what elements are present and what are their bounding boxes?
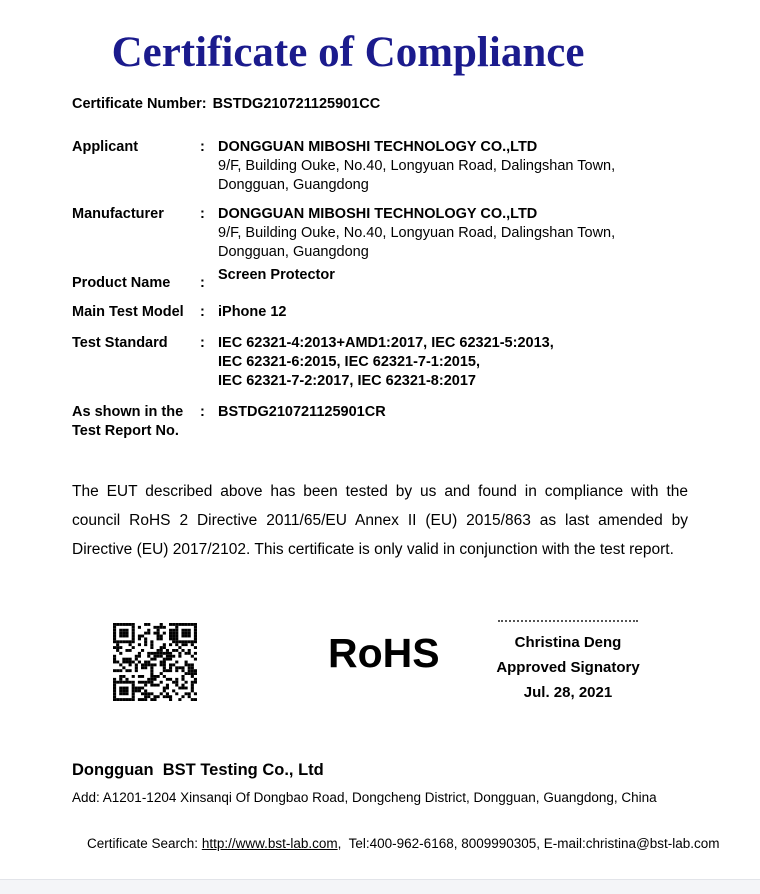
applicant-label: Applicant: [72, 139, 139, 155]
test-report-label-line2: Test Report No.: [72, 423, 179, 439]
test-standard-line2: IEC 62321-6:2015, IEC 62321-7-1:2015,: [218, 354, 480, 370]
applicant-address-line2: Dongguan, Guangdong: [218, 177, 369, 193]
colon: :: [200, 139, 205, 155]
certificate-search-line: [72, 814, 720, 874]
applicant-value: [218, 138, 688, 195]
certificate-number-value: BSTDG210721125901CC: [212, 96, 381, 112]
product-name-label: Product Name: [72, 275, 171, 291]
signatory-block: [492, 620, 644, 705]
test-standard-label: Test Standard: [72, 335, 168, 351]
main-test-model-label: Main Test Model: [72, 304, 184, 320]
field-rows: [72, 138, 688, 441]
signatory-name: Christina Deng: [514, 634, 622, 651]
test-standard-line3: IEC 62321-7-2:2017, IEC 62321-8:2017: [218, 373, 476, 389]
colon: :: [200, 404, 205, 420]
page-title: Certificate of Compliance: [111, 29, 585, 76]
signatory-title: Approved Signatory: [496, 659, 640, 676]
manufacturer-value: [218, 205, 688, 262]
certificate-number-label: Certificate Number:: [72, 96, 207, 112]
applicant-name: DONGGUAN MIBOSHI TECHNOLOGY CO.,LTD: [218, 139, 538, 155]
qr-code-icon: [113, 623, 197, 701]
manufacturer-row: [72, 205, 688, 262]
lab-company-name: Dongguan BST Testing Co., Ltd: [72, 761, 324, 779]
test-standard-value: [218, 334, 688, 391]
signature-dotted-line: [498, 620, 638, 622]
stamp-row: [72, 620, 688, 732]
manufacturer-address-line2: Dongguan, Guangdong: [218, 244, 369, 260]
colon: :: [200, 335, 205, 351]
main-test-model-value: iPhone 12: [218, 304, 287, 320]
colon: :: [200, 275, 205, 291]
test-standard-line1: IEC 62321-4:2013+AMD1:2017, IEC 62321-5:2013,: [218, 335, 554, 351]
manufacturer-address-line1: 9/F, Building Ouke, No.40, Longyuan Road, Dalingshan Town,: [218, 225, 616, 241]
test-report-label-line1: As shown in the: [72, 404, 184, 420]
certificate-search-link[interactable]: http://www.bst-lab.com: [201, 836, 338, 851]
colon: :: [200, 304, 205, 320]
product-name-value: Screen Protector: [218, 267, 335, 283]
lab-footer: [72, 759, 720, 874]
applicant-address-line1: 9/F, Building Ouke, No.40, Longyuan Road, Dalingshan Town,: [218, 158, 616, 174]
main-test-model-row: [72, 303, 688, 322]
certificate-search-label: Certificate Search:: [87, 836, 202, 851]
test-report-row: [72, 403, 688, 441]
rohs-mark: RoHS: [328, 630, 440, 676]
applicant-row: [72, 138, 688, 195]
colon: :: [200, 206, 205, 222]
qr-code-svg: [113, 623, 197, 701]
viewer-bottom-band: [0, 879, 760, 894]
test-standard-row: [72, 334, 688, 391]
manufacturer-name: DONGGUAN MIBOSHI TECHNOLOGY CO.,LTD: [218, 206, 538, 222]
manufacturer-label: Manufacturer: [72, 206, 164, 222]
test-report-value: BSTDG210721125901CR: [218, 404, 386, 420]
signatory-date: Jul. 28, 2021: [523, 684, 613, 701]
lab-contact: , Tel:400-962-6168, 8009990305, E-mail:christina@bst-lab.com: [337, 836, 720, 851]
certificate-number-line: [72, 96, 688, 112]
lab-address: Add: A1201-1204 Xinsanqi Of Dongbao Road, Dongcheng District, Dongguan, Guangdong, China: [72, 790, 657, 805]
compliance-statement: The EUT described above has been tested by us and found in compliance with the council RoHS 2 Directive 2011/65/EU Annex II (EU) 2015/863 as last amended by Directive (EU) 2017/2102. This certificate is only valid in conjunction with the test report.: [72, 483, 688, 558]
test-report-label: [72, 403, 200, 441]
product-name-row: [72, 267, 688, 293]
